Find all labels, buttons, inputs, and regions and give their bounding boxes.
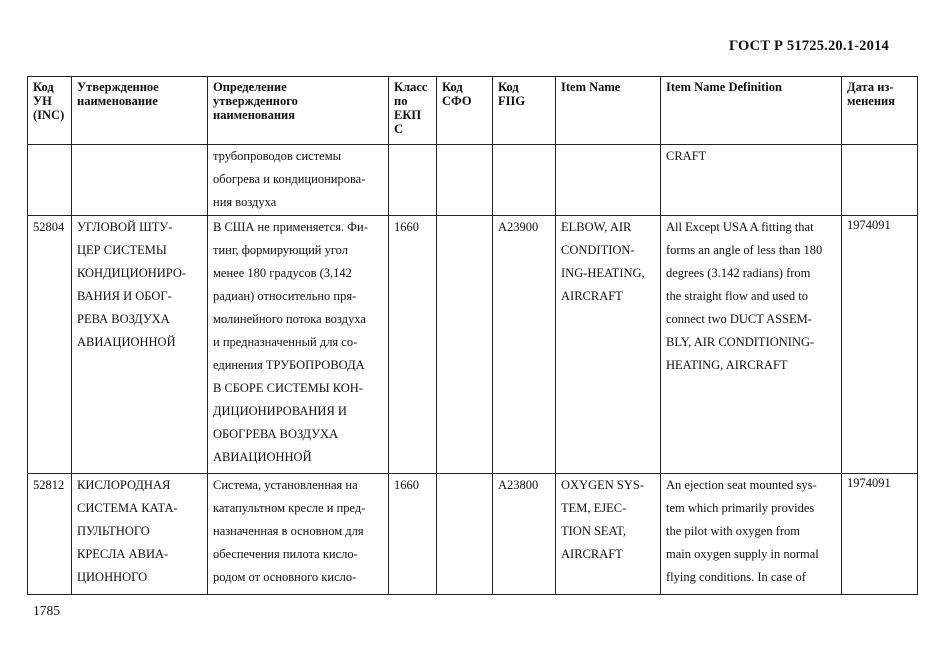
cell-name: УГЛОВОЙ ШТУ- ЦЕР СИСТЕМЫ КОНДИЦИОНИРО- ВАНИЯ И ОБОГ- РЕВА ВОЗДУХА АВИАЦИОННОЙ (72, 216, 208, 474)
table-row (28, 216, 918, 474)
header-sfo: Код СФО (437, 77, 493, 145)
cell-definition: Система, установленная на катапультном кресле и пред- назначенная в основном для обеспечения пилота кисло- родом от основного кисло- (208, 474, 389, 595)
page-number: 1785 (33, 603, 60, 618)
cell-date: 1974091 (842, 216, 918, 474)
cell-class: 1660 (389, 216, 437, 474)
cell-item-name: ELBOW, AIR CONDITION- ING-HEATING, AIRCRAFT (556, 216, 661, 474)
cell-class (389, 145, 437, 216)
cell-date (842, 145, 918, 216)
cell-name: КИСЛОРОДНАЯ СИСТЕМА КАТА- ПУЛЬТНОГО КРЕСЛА АВИА- ЦИОННОГО (72, 474, 208, 595)
cell-item-name (556, 145, 661, 216)
table-row (28, 474, 918, 595)
header-change-date: Дата из- менения (842, 77, 918, 145)
header-item-name: Item Name (556, 77, 661, 145)
cell-fiig: A23900 (493, 216, 556, 474)
document-standard-header: ГОСТ Р 51725.20.1-2014 (728, 38, 889, 54)
header-class: Класс по ЕКП С (389, 77, 437, 145)
cell-item-definition: An ejection seat mounted sys- tem which primarily provides the pilot with oxygen from main oxygen supply in normal flying conditions. In case of (661, 474, 842, 595)
cell-sfo (437, 474, 493, 595)
cell-inc (28, 145, 72, 216)
cell-sfo (437, 145, 493, 216)
cell-class: 1660 (389, 474, 437, 595)
catalog-table (27, 76, 918, 595)
cell-inc: 52812 (28, 474, 72, 595)
header-approved-name: Утвержденное наименование (72, 77, 208, 145)
cell-inc: 52804 (28, 216, 72, 474)
cell-item-definition: All Except USA A fitting that forms an angle of less than 180 degrees (3.142 radians) from the straight flow and used to connect two DUCT ASSEM- BLY, AIR CONDITIONING- HEATING, AIRCRAFT (661, 216, 842, 474)
header-item-name-definition: Item Name Definition (661, 77, 842, 145)
table-row-continuation (28, 145, 918, 216)
cell-fiig (493, 145, 556, 216)
header-fiig: Код FIIG (493, 77, 556, 145)
cell-name (72, 145, 208, 216)
cell-date: 1974091 (842, 474, 918, 595)
cell-item-name: OXYGEN SYS- TEM, EJEC- TION SEAT, AIRCRAFT (556, 474, 661, 595)
cell-sfo (437, 216, 493, 474)
header-definition: Определение утвержденного наименования (208, 77, 389, 145)
table-header-row (28, 77, 918, 145)
cell-fiig: A23800 (493, 474, 556, 595)
cell-definition: В США не применяется. Фи- тинг, формирующий угол менее 180 градусов (3,142 радиан) относительно пря- молинейного потока воздуха и предназначенный для со- единения ТРУБОПРОВОДА В СБОРЕ СИСТЕМЫ КОН- ДИЦИОНИРОВАНИЯ И ОБОГРЕВА ВОЗДУХА АВИАЦИОННОЙ (208, 216, 389, 474)
header-inc: Код УН (INC) (28, 77, 72, 145)
cell-definition: трубопроводов системы обогрева и кондиционирова- ния воздуха (208, 145, 389, 216)
cell-item-definition: CRAFT (661, 145, 842, 216)
